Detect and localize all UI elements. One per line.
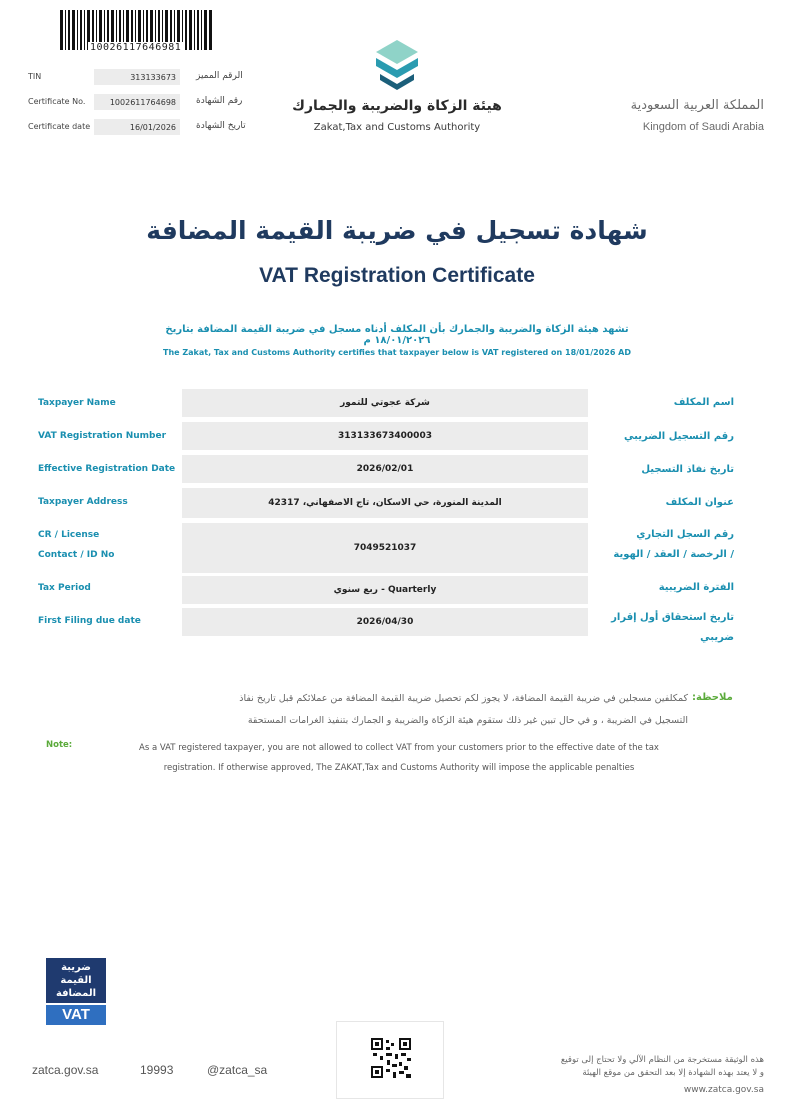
tin-label-ar: الرقم المميز — [196, 71, 243, 81]
note-label-ar: ملاحظة: — [692, 692, 733, 703]
cert-no-label-ar: رقم الشهادة — [196, 96, 243, 106]
intro-text-en: The Zakat, Tax and Customs Authority certifies that taxpayer below is VAT registered on 18/01/2026 AD — [162, 348, 631, 357]
vat-badge-logo — [46, 958, 106, 1032]
footer-social-handle[interactable]: @zatca_sa — [207, 1063, 268, 1077]
row-label-taxpayer-name: Taxpayer Name — [38, 398, 116, 408]
row-value-vat-number: 313133673400003 — [182, 422, 588, 450]
cert-no-label: Certificate No. — [28, 97, 86, 106]
cert-no-value: 1002611764698 — [94, 94, 180, 110]
row-label-ar-contact-id: / الرخصة / العقد / الهوية — [613, 549, 734, 560]
row-value-first-filing: 2026/04/30 — [182, 608, 588, 636]
authority-name-en: Zakat,Tax and Customs Authority — [313, 122, 481, 133]
qr-code-container — [336, 1021, 444, 1099]
barcode-number: 10026117646981 — [90, 42, 182, 53]
row-label-ar-tax-period: الفترة الضريبية — [658, 582, 734, 593]
row-label-vat-number: VAT Registration Number — [38, 431, 167, 441]
row-label-tax-period: Tax Period — [38, 583, 91, 593]
vat-badge-line2: القيمة — [60, 975, 92, 986]
row-value-cr-license: 7049521037 — [182, 523, 588, 573]
footer-disclaimer-ar-line2: و لا يعتد بهذه الشهادة إلا بعد التحقق من موقع الهيئة — [582, 1068, 764, 1078]
note-label-en: Note: — [46, 740, 73, 750]
row-label-ar-address: عنوان المكلف — [665, 497, 734, 508]
footer-disclaimer-ar-line1: هذه الوثيقة مستخرجة من النظام الآلي ولا تحتاج إلى توقيع — [560, 1055, 764, 1065]
footer-verify-site[interactable]: www.zatca.gov.sa — [683, 1085, 764, 1095]
vat-badge-mark: VAT — [46, 1005, 106, 1025]
certificate-title-en: VAT Registration Certificate — [259, 264, 535, 287]
kingdom-name-ar: المملكة العربية السعودية — [630, 98, 764, 113]
note-text-ar — [110, 688, 688, 732]
certificate-title-ar: شهادة تسجيل في ضريبة القيمة المضافة — [146, 216, 648, 245]
vat-badge-line3: المضافة — [55, 988, 97, 999]
row-label-ar-first-filing: تاريخ استحقاق أول إقرار — [611, 612, 734, 623]
row-value-effective-date: 2026/02/01 — [182, 455, 588, 483]
footer-disclaimer-ar — [561, 1054, 764, 1080]
tin-label: TIN — [28, 72, 42, 81]
vat-badge-line1: ضريبة — [61, 962, 91, 973]
tin-value: 313133673 — [94, 69, 180, 85]
kingdom-name-en: Kingdom of Saudi Arabia — [642, 121, 764, 133]
note-text-en — [104, 738, 694, 778]
row-label-ar-first-filing-2: ضريبي — [700, 632, 734, 643]
row-label-ar-effective-date: تاريخ نفاذ التسجيل — [641, 464, 734, 475]
cert-date-value: 16/01/2026 — [94, 119, 180, 135]
row-label-cr-license: CR / License — [38, 530, 100, 540]
zatca-logo-icon — [370, 36, 424, 94]
footer-website-link[interactable]: zatca.gov.sa — [32, 1063, 99, 1077]
row-label-first-filing: First Filing due date — [38, 616, 141, 626]
row-label-contact-id: Contact / ID No — [38, 550, 115, 560]
footer-phone: 19993 — [140, 1063, 174, 1077]
qr-code-icon — [371, 1038, 411, 1078]
note-text-en-line1: As a VAT registered taxpayer, you are not allowed to collect VAT from your customers prior to the effective date of the tax — [139, 743, 659, 753]
note-text-en-line2: registration. If otherwise approved, The ZAKAT,Tax and Customs Authority will impose the applicable penalties — [163, 763, 635, 773]
row-label-ar-cr-license: رقم السجل التجاري — [636, 529, 734, 540]
row-label-effective-date: Effective Registration Date — [38, 464, 176, 474]
intro-text-ar: تشهد هيئة الزكاة والضريبة والجمارك بأن المكلف أدناه مسجل في ضريبة القيمة المضافة بتاريخ ١٨/٠١/٢٠٢٦ م — [165, 324, 629, 346]
row-label-address: Taxpayer Address — [38, 497, 128, 507]
note-text-ar-line1: كمكلفين مسجلين في ضريبة القيمة المضافة، لا يجوز لكم تحصيل ضريبة القيمة المضافة من عملائكم قبل تاريخ نفاذ — [239, 693, 688, 704]
note-text-ar-line2: التسجيل في الضريبة ، و في حال تبين غير ذلك ستقوم هيئة الزكاة والضريبة و الجمارك بتنفيذ الغرامات المستحقة — [247, 715, 688, 726]
cert-date-label: Certificate date — [28, 122, 91, 131]
row-label-ar-taxpayer-name: اسم المكلف — [673, 397, 734, 408]
row-label-ar-vat-number: رقم التسجيل الضريبي — [624, 431, 734, 442]
row-value-taxpayer-name: شركة عجوتي للتمور — [182, 389, 588, 417]
row-value-tax-period: ربع سنوي - Quarterly — [182, 576, 588, 604]
cert-date-label-ar: تاريخ الشهادة — [196, 121, 246, 131]
row-value-address: المدينة المنورة، حي الاسكان، تاج الاصفهاني، 42317 — [182, 488, 588, 518]
authority-name-ar: هيئة الزكاة والضريبة والجمارك — [292, 98, 502, 114]
